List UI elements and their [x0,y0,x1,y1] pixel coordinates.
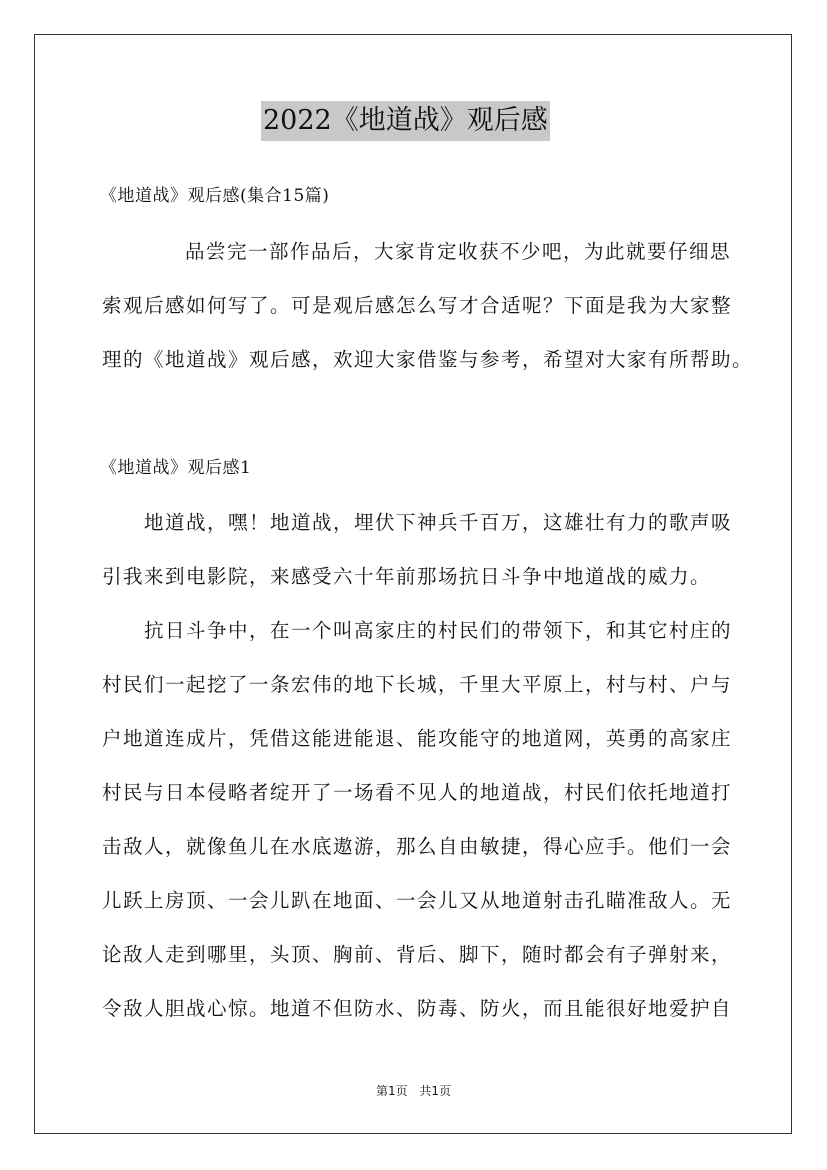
intro-line: 品尝完一部作品后，大家肯定收获不少吧，为此就要仔细思 [185,240,732,263]
intro-line: 索观后感如何写了。可是观后感怎么写才合适呢？下面是我为大家整 [102,294,733,317]
paragraph-line: 村民与日本侵略者绽开了一场看不见人的地道战，村民们依托地道打 [102,781,733,804]
page-total: 共1页 [419,1084,452,1098]
paragraph-line: 击敌人，就像鱼儿在水底遨游，那么自由敏捷，得心应手。他们一会 [102,835,733,858]
paragraph-line: 令敌人胆战心惊。地道不但防水、防毒、防火，而且能很好地爱护自 [102,997,733,1020]
paragraph-line: 地道战，嘿！地道战，埋伏下神兵千百万，这雄壮有力的歌声吸 [144,511,733,534]
page-footer [0,1082,827,1099]
section-heading: 《地道战》观后感1 [100,458,252,478]
paragraph-line: 抗日斗争中，在一个叫高家庄的村民们的带领下，和其它村庄的 [144,619,733,642]
paragraph-line: 户地道连成片，凭借这能进能退、能攻能守的地道网，英勇的高家庄 [102,727,733,750]
intro-line: 理的《地道战》观后感，欢迎大家借鉴与参考，希望对大家有所帮助。 [102,348,754,371]
paragraph-line: 村民们一起挖了一条宏伟的地下长城，千里大平原上，村与村、户与 [102,673,733,696]
document-subtitle: 《地道战》观后感(集合15篇) [100,186,330,206]
document-title: 2022《地道战》观后感 [261,101,550,141]
paragraph-line: 引我来到电影院，来感受六十年前那场抗日斗争中地道战的威力。 [102,565,712,588]
paragraph-line: 论敌人走到哪里，头顶、胸前、背后、脚下，随时都会有子弹射来， [102,943,733,966]
paragraph-line: 儿跃上房顶、一会儿趴在地面、一会儿又从地道射击孔瞄准敌人。无 [102,889,733,912]
page-number: 第1页 [375,1084,408,1098]
